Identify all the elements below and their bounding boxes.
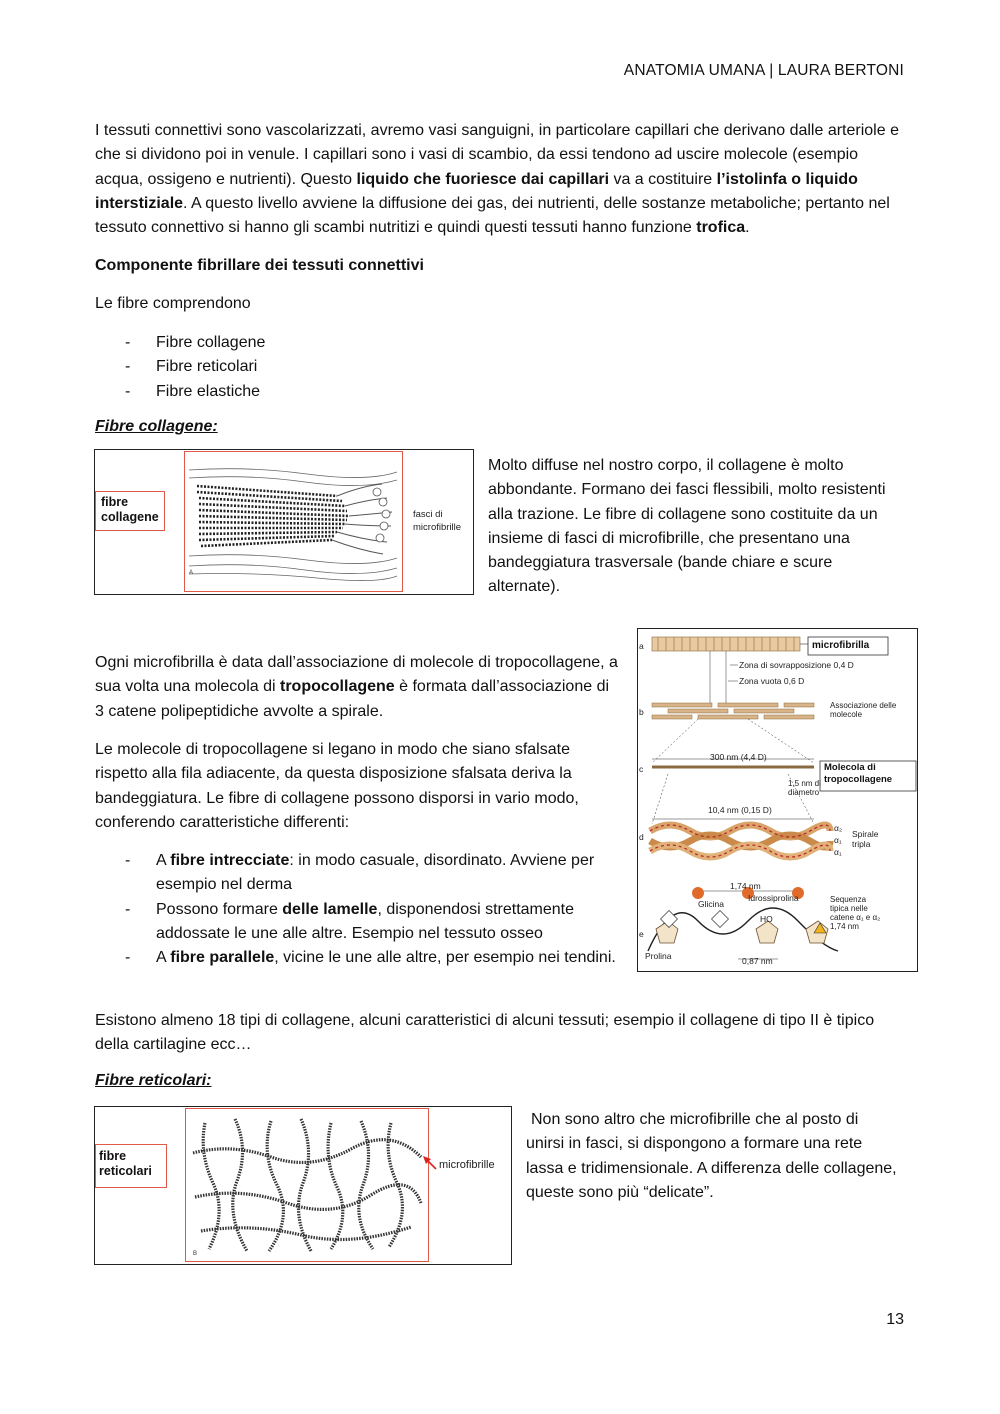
list-item: - A fibre intrecciate: in modo casuale, disordinato. Avviene per esempio nel derma bbox=[125, 852, 595, 894]
reticular-description: Non sono altro che microfibrille che al posto di unirsi in fasci, si dispongono a formare una rete lassa e tridimensionale. A differenza delle collagene, queste sono più “delicate”. bbox=[526, 1111, 897, 1201]
page-number: 13 bbox=[886, 1311, 904, 1328]
alpha-label: α₁ bbox=[834, 847, 842, 857]
length-087-label: 0,87 nm bbox=[742, 956, 773, 966]
hydroxyproline-label: Idrossiprolina bbox=[748, 893, 799, 903]
gap-zone-label: Zona vuota 0,6 D bbox=[739, 676, 805, 686]
list-item: - Fibre collagene bbox=[125, 334, 266, 351]
triple-helix-label: Spirale tripla bbox=[852, 829, 879, 849]
section-heading: Componente fibrillare dei tessuti connettivi bbox=[95, 257, 424, 274]
reticular-network-image bbox=[191, 1113, 425, 1257]
microfibril-label: microfibrille bbox=[439, 1159, 495, 1171]
length-104-label: 10,4 nm (0,15 D) bbox=[708, 805, 772, 815]
arrangement-list bbox=[125, 849, 622, 970]
microfibrilla-label: microfibrilla bbox=[812, 640, 870, 651]
typical-sequence-label: Sequenza tipica nelle catene α₁ e α₂ 1,74 nm bbox=[830, 895, 881, 931]
tropocollagen-paragraph: Le molecole di tropocollagene si legano in modo che siano sfalsate rispetto alla fila adiacente, da questa disposizione sfalsata deriva la bandeggiatura. Le fibre di collagene possono disporsi in vario modo, conferendo caratteristiche differenti: bbox=[95, 741, 579, 831]
row-letter: b bbox=[639, 707, 644, 717]
tropocollagen-molecule-label: Molecola di tropocollagene bbox=[824, 762, 893, 785]
reticular-figure bbox=[94, 1106, 512, 1265]
collagen-types-paragraph: Esistono almeno 18 tipi di collagene, alcuni caratteristici di alcuni tessuti; esempio il collagene di tipo II è tipico della cartilagine ecc… bbox=[95, 1012, 875, 1054]
list-item: - Fibre reticolari bbox=[125, 358, 258, 376]
list-item: - Fibre elastiche bbox=[125, 382, 261, 400]
list-item: - A fibre parallele, vicine le une alle altre, per esempio nei tendini. bbox=[125, 949, 616, 967]
length-174-label: 1,74 nm bbox=[730, 881, 761, 891]
intro-paragraph: I tessuti connettivi sono vascolarizzati, avremo vasi sanguigni, in particolare capillari che derivano dalle arteriole e che si dividono poi in venule. I capillari sono i vasi di scambio, da essi tendono ad uscire molecole (esempio acqua, ossigeno e nutrienti). Questo liquido che fuoriesce dai capillari va a costituire l’istolinfa o liquido interstiziale. A questo livello avviene la diffusione dei gas, dei nutrienti, delle sostanze metaboliche; pertanto nel tessuto connettivo si hanno gli scambi nutritizi e quindi questi tessuti hanno funzione trofica. bbox=[95, 122, 899, 237]
association-label: Associazione delle molecole bbox=[830, 701, 897, 719]
collagen-structure-diagram bbox=[637, 628, 918, 972]
proline-label: Prolina bbox=[645, 951, 672, 961]
microfibril-paragraph: Ogni microfibrilla è data dall’associazione di molecole di tropocollagene, a sua volta una molecola di tropocollagene è formata dall’associazione di 3 catene polipeptidiche avvolte a spirale. bbox=[95, 654, 618, 720]
reticular-heading: Fibre reticolari: bbox=[95, 1072, 212, 1089]
row-letter: a bbox=[639, 641, 644, 651]
glycine-label: Glicina bbox=[698, 899, 724, 909]
diameter-label: 1,5 nm di diametro bbox=[788, 779, 821, 797]
fiber-types-list bbox=[125, 331, 265, 404]
row-letter: c bbox=[639, 764, 644, 774]
ho-label: HO bbox=[760, 914, 773, 924]
collagen-fiber-image bbox=[187, 456, 399, 586]
collagen-heading: Fibre collagene: bbox=[95, 418, 218, 435]
figure-corner-letter: B bbox=[193, 1251, 198, 1257]
microfibril-label: fasci di microfibrille bbox=[413, 509, 462, 533]
collagen-figure bbox=[94, 449, 474, 595]
page-header: ANATOMIA UMANA | LAURA BERTONI bbox=[623, 62, 904, 79]
figure-corner-letter: A bbox=[189, 570, 194, 576]
pointer-arrow-icon bbox=[420, 1155, 438, 1173]
overlap-zone-label: Zona di sovrapposizione 0,4 D bbox=[739, 660, 854, 670]
list-item: - Possono formare delle lamelle, disponendosi strettamente addossate le une alle altre. Esempio nel tessuto osseo bbox=[125, 900, 575, 942]
collagen-description: Molto diffuse nel nostro corpo, il collagene è molto abbondante. Formano dei fasci flessibili, molto resistenti alla trazione. Le fibre di collagene sono costituite da un insieme di fasci di microfibrille, che presentano una bandeggiatura trasversale (bande chiare e scure alternate). bbox=[488, 457, 886, 596]
collagen-label: fibre collagene bbox=[101, 495, 159, 524]
alpha-label: α₂ bbox=[834, 823, 843, 833]
row-letter: d bbox=[639, 832, 644, 842]
alpha-label: α₁ bbox=[834, 835, 842, 845]
fibers-intro: Le fibre comprendono bbox=[95, 295, 251, 312]
row-letter: e bbox=[639, 929, 644, 939]
length-300-label: 300 nm (4,4 D) bbox=[710, 752, 767, 762]
reticular-label: fibre reticolari bbox=[99, 1149, 152, 1178]
